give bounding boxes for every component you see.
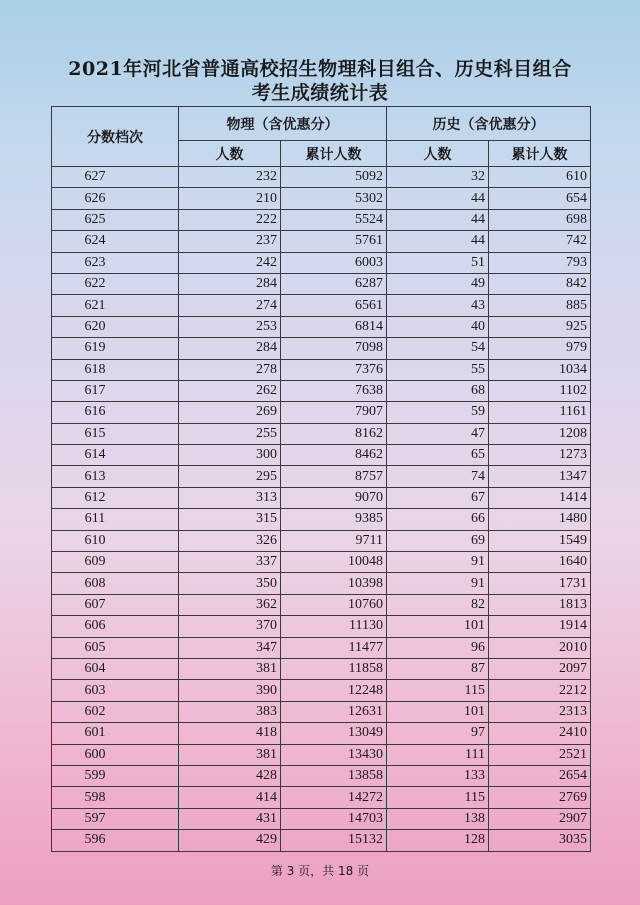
table-row xyxy=(52,787,591,808)
history-cumulative-cell: 2010 xyxy=(489,637,591,658)
physics-cumulative-cell: 6287 xyxy=(281,273,387,294)
history-cumulative-cell: 1414 xyxy=(489,487,591,508)
score-cell: 610 xyxy=(52,530,179,551)
physics-cumulative-cell: 5761 xyxy=(281,231,387,252)
score-cell: 597 xyxy=(52,808,179,829)
table-row xyxy=(52,680,591,701)
table-row xyxy=(52,188,591,209)
score-cell: 608 xyxy=(52,573,179,594)
physics-cumulative-cell: 5092 xyxy=(281,167,387,188)
history-count-cell: 133 xyxy=(387,765,489,786)
history-group-header: 历史（含优惠分） xyxy=(387,107,591,141)
score-cell: 615 xyxy=(52,423,179,444)
history-count-cell: 97 xyxy=(387,723,489,744)
score-cell: 625 xyxy=(52,209,179,230)
history-cumulative-cell: 2313 xyxy=(489,701,591,722)
physics-cumulative-cell: 5524 xyxy=(281,209,387,230)
physics-count-cell: 262 xyxy=(179,380,281,401)
history-count-cell: 96 xyxy=(387,637,489,658)
history-count-cell: 138 xyxy=(387,808,489,829)
history-count-cell: 68 xyxy=(387,380,489,401)
history-count-cell: 59 xyxy=(387,402,489,423)
history-cumulative-cell: 1161 xyxy=(489,402,591,423)
score-cell: 616 xyxy=(52,402,179,423)
table-row xyxy=(52,530,591,551)
physics-cumulative-cell: 6003 xyxy=(281,252,387,273)
table-row xyxy=(52,594,591,615)
physics-cumulative-cell: 13049 xyxy=(281,723,387,744)
score-cell: 622 xyxy=(52,273,179,294)
physics-count-cell: 418 xyxy=(179,723,281,744)
physics-count-cell: 383 xyxy=(179,701,281,722)
history-cumulative-cell: 698 xyxy=(489,209,591,230)
table-row xyxy=(52,209,591,230)
history-cumulative-cell: 2654 xyxy=(489,765,591,786)
history-count-cell: 47 xyxy=(387,423,489,444)
history-count-cell: 87 xyxy=(387,658,489,679)
physics-cumulative-cell: 10398 xyxy=(281,573,387,594)
history-count-cell: 115 xyxy=(387,680,489,701)
score-cell: 617 xyxy=(52,380,179,401)
history-cumulative-cell: 885 xyxy=(489,295,591,316)
physics-cumulative-cell: 12631 xyxy=(281,701,387,722)
physics-cumulative-cell: 15132 xyxy=(281,830,387,851)
history-count-cell: 91 xyxy=(387,552,489,573)
history-cumulative-cell: 654 xyxy=(489,188,591,209)
history-cumulative-cell: 1480 xyxy=(489,509,591,530)
physics-cumulative-cell: 7376 xyxy=(281,359,387,380)
table-row xyxy=(52,637,591,658)
physics-cumulative-cell: 7907 xyxy=(281,402,387,423)
physics-count-cell: 300 xyxy=(179,445,281,466)
table-row xyxy=(52,167,591,188)
physics-count-cell: 313 xyxy=(179,487,281,508)
score-cell: 602 xyxy=(52,701,179,722)
table-row xyxy=(52,402,591,423)
physics-count-cell: 232 xyxy=(179,167,281,188)
history-count-cell: 44 xyxy=(387,231,489,252)
physics-cumulative-cell: 14703 xyxy=(281,808,387,829)
physics-count-cell: 381 xyxy=(179,744,281,765)
physics-count-cell: 428 xyxy=(179,765,281,786)
score-cell: 621 xyxy=(52,295,179,316)
score-cell: 603 xyxy=(52,680,179,701)
physics-count-cell: 326 xyxy=(179,530,281,551)
history-cumulative-cell: 925 xyxy=(489,316,591,337)
table-row xyxy=(52,744,591,765)
physics-count-cell: 253 xyxy=(179,316,281,337)
history-count-cell: 44 xyxy=(387,209,489,230)
score-cell: 604 xyxy=(52,658,179,679)
physics-cumulative-cell: 6561 xyxy=(281,295,387,316)
score-cell: 624 xyxy=(52,231,179,252)
physics-cumulative-cell: 9070 xyxy=(281,487,387,508)
physics-count-cell: 222 xyxy=(179,209,281,230)
score-cell: 618 xyxy=(52,359,179,380)
physics-cumulative-cell: 6814 xyxy=(281,316,387,337)
table-row xyxy=(52,380,591,401)
score-band-header: 分数档次 xyxy=(52,107,179,167)
score-cell: 606 xyxy=(52,616,179,637)
score-cell: 600 xyxy=(52,744,179,765)
history-count-cell: 82 xyxy=(387,594,489,615)
table-row xyxy=(52,273,591,294)
score-cell: 620 xyxy=(52,316,179,337)
history-cumulative-cell: 979 xyxy=(489,338,591,359)
history-cumulative-cell: 842 xyxy=(489,273,591,294)
history-count-cell: 128 xyxy=(387,830,489,851)
history-count-cell: 101 xyxy=(387,616,489,637)
history-cumulative-cell: 1914 xyxy=(489,616,591,637)
history-cumulative-cell: 610 xyxy=(489,167,591,188)
table-row xyxy=(52,252,591,273)
physics-count-cell: 347 xyxy=(179,637,281,658)
score-cell: 605 xyxy=(52,637,179,658)
score-cell: 609 xyxy=(52,552,179,573)
table-row xyxy=(52,552,591,573)
physics-cumulative-cell: 11130 xyxy=(281,616,387,637)
table-row xyxy=(52,808,591,829)
table-row xyxy=(52,466,591,487)
score-cell: 599 xyxy=(52,765,179,786)
history-cumulative-cell: 1273 xyxy=(489,445,591,466)
table-row xyxy=(52,423,591,444)
table-row xyxy=(52,338,591,359)
physics-cumulative-cell: 9711 xyxy=(281,530,387,551)
physics-count-cell: 284 xyxy=(179,338,281,359)
history-count-cell: 55 xyxy=(387,359,489,380)
history-count-cell: 51 xyxy=(387,252,489,273)
history-cumulative-cell: 1813 xyxy=(489,594,591,615)
history-count-cell: 32 xyxy=(387,167,489,188)
history-cumulative-cell: 2907 xyxy=(489,808,591,829)
history-count-header: 人数 xyxy=(387,141,489,167)
table-row xyxy=(52,231,591,252)
history-count-cell: 40 xyxy=(387,316,489,337)
physics-cumulative-cell: 10048 xyxy=(281,552,387,573)
score-cell: 596 xyxy=(52,830,179,851)
table-row xyxy=(52,573,591,594)
physics-count-cell: 278 xyxy=(179,359,281,380)
score-cell: 614 xyxy=(52,445,179,466)
page-footer: 第 3 页，共 18 页 xyxy=(270,864,370,878)
table-row xyxy=(52,316,591,337)
physics-cumulative-cell: 9385 xyxy=(281,509,387,530)
physics-count-cell: 295 xyxy=(179,466,281,487)
physics-count-cell: 315 xyxy=(179,509,281,530)
physics-count-cell: 350 xyxy=(179,573,281,594)
score-cell: 613 xyxy=(52,466,179,487)
physics-count-cell: 242 xyxy=(179,252,281,273)
physics-count-cell: 274 xyxy=(179,295,281,316)
physics-cumulative-cell: 10760 xyxy=(281,594,387,615)
score-cell: 611 xyxy=(52,509,179,530)
history-cumulative-cell: 2521 xyxy=(489,744,591,765)
table-row xyxy=(52,658,591,679)
physics-cumulative-cell: 7638 xyxy=(281,380,387,401)
physics-cumulative-cell: 13858 xyxy=(281,765,387,786)
history-cumulative-cell: 793 xyxy=(489,252,591,273)
physics-count-cell: 381 xyxy=(179,658,281,679)
table-row xyxy=(52,616,591,637)
page-title: 2021年河北省普通高校招生物理科目组合、历史科目组合 xyxy=(68,58,572,80)
physics-count-cell: 414 xyxy=(179,787,281,808)
history-count-cell: 54 xyxy=(387,338,489,359)
table-row xyxy=(52,359,591,380)
score-cell: 607 xyxy=(52,594,179,615)
table-row xyxy=(52,295,591,316)
score-cell: 598 xyxy=(52,787,179,808)
history-cumulative-cell: 742 xyxy=(489,231,591,252)
physics-count-cell: 269 xyxy=(179,402,281,423)
history-cumulative-cell: 1208 xyxy=(489,423,591,444)
physics-cumulative-cell: 7098 xyxy=(281,338,387,359)
score-cell: 627 xyxy=(52,167,179,188)
physics-cumulative-cell: 13430 xyxy=(281,744,387,765)
table-row xyxy=(52,487,591,508)
physics-cumulative-cell: 11858 xyxy=(281,658,387,679)
score-cell: 623 xyxy=(52,252,179,273)
physics-count-cell: 337 xyxy=(179,552,281,573)
physics-cumulative-cell: 8462 xyxy=(281,445,387,466)
physics-cumulative-cell: 5302 xyxy=(281,188,387,209)
history-cumulative-cell: 2769 xyxy=(489,787,591,808)
history-cumulative-header: 累计人数 xyxy=(489,141,591,167)
physics-group-header: 物理（含优惠分） xyxy=(179,107,387,141)
history-cumulative-cell: 1034 xyxy=(489,359,591,380)
physics-cumulative-cell: 8757 xyxy=(281,466,387,487)
history-count-cell: 69 xyxy=(387,530,489,551)
history-count-cell: 115 xyxy=(387,787,489,808)
history-count-cell: 91 xyxy=(387,573,489,594)
table-row xyxy=(52,830,591,851)
score-cell: 619 xyxy=(52,338,179,359)
history-count-cell: 43 xyxy=(387,295,489,316)
physics-cumulative-cell: 8162 xyxy=(281,423,387,444)
physics-cumulative-cell: 14272 xyxy=(281,787,387,808)
history-cumulative-cell: 1640 xyxy=(489,552,591,573)
history-count-cell: 66 xyxy=(387,509,489,530)
history-cumulative-cell: 1347 xyxy=(489,466,591,487)
table-row xyxy=(52,445,591,466)
physics-count-cell: 370 xyxy=(179,616,281,637)
history-count-cell: 65 xyxy=(387,445,489,466)
history-cumulative-cell: 2410 xyxy=(489,723,591,744)
table-row xyxy=(52,723,591,744)
table-row xyxy=(52,509,591,530)
history-count-cell: 101 xyxy=(387,701,489,722)
physics-count-cell: 284 xyxy=(179,273,281,294)
score-cell: 612 xyxy=(52,487,179,508)
history-count-cell: 44 xyxy=(387,188,489,209)
physics-count-cell: 431 xyxy=(179,808,281,829)
physics-count-header: 人数 xyxy=(179,141,281,167)
physics-count-cell: 237 xyxy=(179,231,281,252)
history-cumulative-cell: 1731 xyxy=(489,573,591,594)
physics-cumulative-header: 累计人数 xyxy=(281,141,387,167)
physics-count-cell: 429 xyxy=(179,830,281,851)
history-cumulative-cell: 2212 xyxy=(489,680,591,701)
physics-count-cell: 255 xyxy=(179,423,281,444)
history-count-cell: 67 xyxy=(387,487,489,508)
physics-cumulative-cell: 11477 xyxy=(281,637,387,658)
score-cell: 601 xyxy=(52,723,179,744)
table-row xyxy=(52,765,591,786)
history-cumulative-cell: 3035 xyxy=(489,830,591,851)
history-count-cell: 111 xyxy=(387,744,489,765)
physics-cumulative-cell: 12248 xyxy=(281,680,387,701)
history-count-cell: 49 xyxy=(387,273,489,294)
table-row xyxy=(52,701,591,722)
history-cumulative-cell: 1549 xyxy=(489,530,591,551)
page-subtitle: 考生成绩统计表 xyxy=(251,82,389,104)
history-count-cell: 74 xyxy=(387,466,489,487)
physics-count-cell: 362 xyxy=(179,594,281,615)
physics-count-cell: 210 xyxy=(179,188,281,209)
history-cumulative-cell: 2097 xyxy=(489,658,591,679)
physics-count-cell: 390 xyxy=(179,680,281,701)
score-statistics-table xyxy=(51,106,591,852)
score-cell: 626 xyxy=(52,188,179,209)
history-cumulative-cell: 1102 xyxy=(489,380,591,401)
